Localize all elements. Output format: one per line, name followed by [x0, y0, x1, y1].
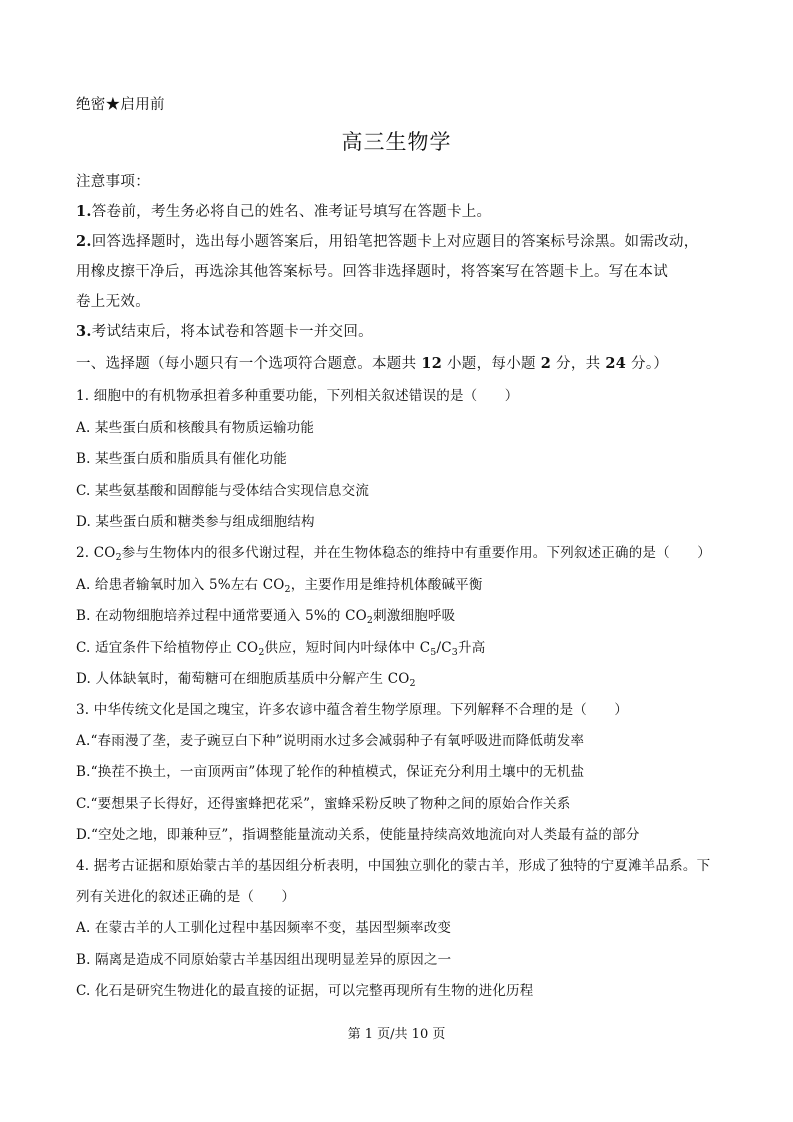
section-1-heading — [76, 354, 668, 374]
question-1-option-a: A. 某些蛋白质和核酸具有物质运输功能 — [76, 420, 315, 436]
q2-c-pre: C. 适宜条件下给植物停止 CO — [76, 640, 259, 656]
question-1-option-b: B. 某些蛋白质和脂质具有催化功能 — [76, 451, 287, 467]
q2-c-sub5: 5 — [430, 647, 437, 658]
q2-c-mid: 供应，短时间内叶绿体中 C — [264, 640, 431, 656]
question-3-option-d: D.“空处之地，即兼种豆”，指调整能量流动关系，使能量持续高效地流向对人类最有益的部分 — [76, 827, 640, 843]
question-1-stem: 1. 细胞中的有机物承担着多种重要功能，下列相关叙述错误的是（ ） — [76, 388, 519, 404]
section-1-text-d: 分。） — [626, 356, 669, 372]
question-2-option-b — [76, 606, 455, 626]
question-3-option-c: C.“要想果子长得好，还得蜜蜂把花采”，蜜蜂采粉反映了物种之间的原始合作关系 — [76, 796, 571, 812]
question-1-option-d: D. 某些蛋白质和糖类参与组成细胞结构 — [76, 514, 315, 530]
q2-b-post: 刺激细胞呼吸 — [373, 608, 456, 624]
q2-a-pre: A. 给患者输氧时加入 5%左右 CO — [76, 577, 285, 593]
secret-mark: 绝密★启用前 — [76, 97, 165, 113]
question-2-stem — [76, 543, 711, 563]
q2-c-sub3: 3 — [451, 647, 458, 658]
q2-c-post: 升高 — [458, 640, 486, 656]
question-3-option-a: A.“春雨漫了垄，麦子豌豆白下种”说明雨水过多会减弱种子有氧呼吸进而降低萌发率 — [76, 733, 585, 749]
notice-item-1 — [76, 202, 491, 222]
page-footer: 第 1 页/共 10 页 — [347, 1027, 446, 1042]
q2-stem-sub: 2 — [115, 552, 122, 563]
notice-item-2-line-1: 回答选择题时，选出每小题答案后，用铅笔把答题卡上对应题目的答案标号涂黑。如需改动， — [91, 234, 699, 250]
section-1-count: 12 — [421, 355, 443, 372]
question-4-option-a: A. 在蒙古羊的人工驯化过程中基因频率不变，基因型频率改变 — [76, 920, 452, 936]
section-1-points: 2 — [540, 355, 552, 372]
question-4-stem-line-1: 4. 据考古证据和原始蒙古羊的基因组分析表明，中国独立驯化的蒙古羊，形成了独特的宁夏滩羊品系。下 — [76, 858, 711, 874]
question-4-stem-line-2: 列有关进化的叙述正确的是（ ） — [76, 889, 296, 905]
q2-c-slash: /C — [436, 640, 452, 656]
notice-item-1-number: 1. — [76, 203, 92, 220]
notice-item-3 — [76, 322, 373, 342]
q2-stem-a: 2. CO — [76, 545, 116, 561]
question-2-option-d — [76, 669, 416, 689]
notice-heading: 注意事项： — [76, 174, 150, 190]
question-3-option-b: B.“换茬不换土，一亩顶两亩”体现了轮作的种植模式，保证充分利用土壤中的无机盐 — [76, 764, 585, 780]
page-title: 高三生物学 — [341, 130, 452, 154]
section-1-total: 24 — [605, 355, 627, 372]
section-1-text-b: 小题，每小题 — [442, 356, 541, 372]
notice-item-2-number: 2. — [76, 233, 92, 250]
question-2-option-a — [76, 575, 483, 595]
q2-a-post: ，主要作用是维持机体酸碱平衡 — [290, 577, 483, 593]
q2-c-sub: 2 — [258, 647, 265, 658]
question-4-option-c: C. 化石是研究生物进化的最直接的证据，可以完整再现所有生物的进化历程 — [76, 983, 534, 999]
q2-a-sub: 2 — [284, 584, 291, 595]
section-1-text-c: 分，共 — [551, 356, 606, 372]
notice-item-1-text: 答卷前，考生务必将自己的姓名、准考证号填写在答题卡上。 — [91, 204, 492, 220]
question-1-option-c: C. 某些氨基酸和固醇能与受体结合实现信息交流 — [76, 483, 370, 499]
section-1-text-a: 一、选择题（每小题只有一个选项符合题意。本题共 — [76, 356, 422, 372]
notice-item-3-text: 考试结束后，将本试卷和答题卡一并交回。 — [91, 324, 373, 340]
q2-d-pre: D. 人体缺氧时，葡萄糖可在细胞质基质中分解产生 CO — [76, 671, 410, 687]
notice-item-3-number: 3. — [76, 323, 92, 340]
question-3-stem: 3. 中华传统文化是国之瑰宝，许多农谚中蕴含着生物学原理。下列解释不合理的是（ ） — [76, 702, 629, 718]
notice-item-2-line-2: 用橡皮擦干净后，再选涂其他答案标号。回答非选择题时，将答案写在答题卡上。写在本试 — [76, 264, 668, 280]
q2-d-sub: 2 — [409, 678, 416, 689]
notice-item-2-line-3: 卷上无效。 — [76, 294, 150, 310]
question-2-option-c — [76, 638, 485, 658]
q2-stem-b: 参与生物体内的很多代谢过程，并在生物体稳态的维持中有重要作用。下列叙述正确的是（ ） — [121, 545, 711, 561]
q2-b-sub: 2 — [366, 615, 374, 626]
question-4-option-b: B. 隔离是造成不同原始蒙古羊基因组出现明显差异的原因之一 — [76, 952, 452, 968]
q2-b-pre: B. 在动物细胞培养过程中通常要通入 5%的 CO — [76, 608, 367, 624]
notice-item-2 — [76, 232, 699, 252]
